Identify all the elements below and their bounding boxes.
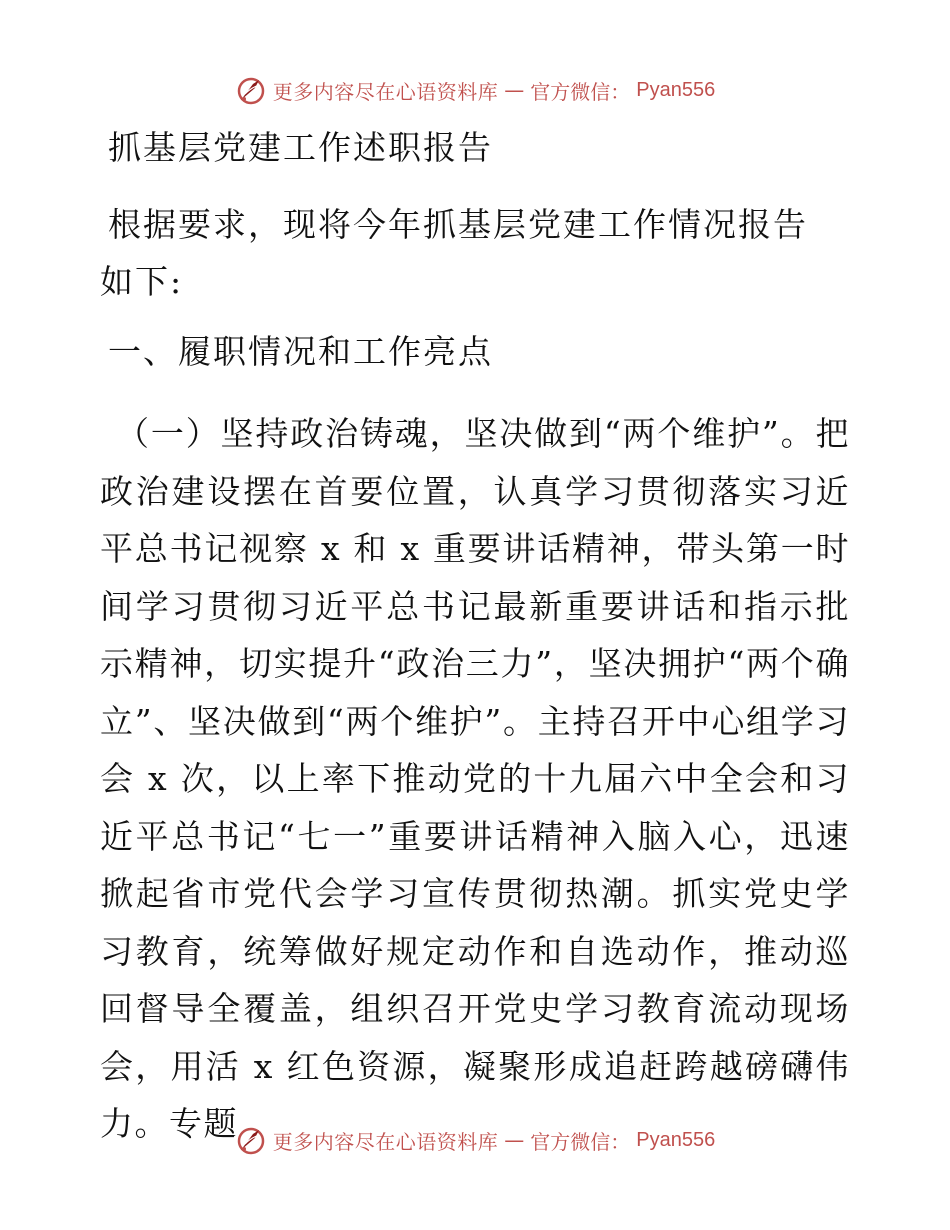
document-title: 抓基层党建工作述职报告 <box>108 128 493 167</box>
banner-wechat-label: 官方微信： <box>530 1129 631 1154</box>
body-paragraph: （一）坚持政治铸魂，坚决做到“两个维护”。把政治建设摆在首要位置，认真学习贯彻落实习近平总书记视察 x 和 x 重要讲话精神，带头第一时间学习贯彻习近平总书记最新重要讲话和指示批示精神，切实提升“政治三力”，坚决拥护“两个确立”、坚决做到“两个维护”。主持召开中心组学习会 x 次，以上率下推动党的十九届六中全会和习近平总书记“七一”重要讲话精神入脑入心，迅速掀起省市党代会学习宣传贯彻热潮。抓实党史学习教育，统筹做好规定动作和自选动作，推动巡回督导全覆盖，组织召开党史学习教育流动现场会，用活 x 红色资源，凝聚形成追赶跨越磅礴伟力。专题 <box>100 414 850 1143</box>
section-heading: 一、履职情况和工作亮点 <box>108 332 493 371</box>
quill-pen-logo-icon <box>235 1124 267 1156</box>
banner-wechat-id: Pyan556 <box>636 1128 716 1151</box>
footer-banner <box>0 1120 950 1160</box>
banner-site-text: 更多内容尽在心语资料库 <box>272 79 499 104</box>
intro-paragraph: 根据要求，现将今年抓基层党建工作情况报告如下: <box>100 205 808 301</box>
banner-wechat-label: 官方微信： <box>530 79 631 104</box>
header-banner <box>0 70 950 110</box>
quill-pen-logo-icon <box>235 74 267 106</box>
banner-separator: — <box>504 78 525 102</box>
banner-separator: — <box>504 1128 525 1152</box>
banner-wechat-id: Pyan556 <box>636 78 716 101</box>
banner-site-text: 更多内容尽在心语资料库 <box>272 1129 499 1154</box>
